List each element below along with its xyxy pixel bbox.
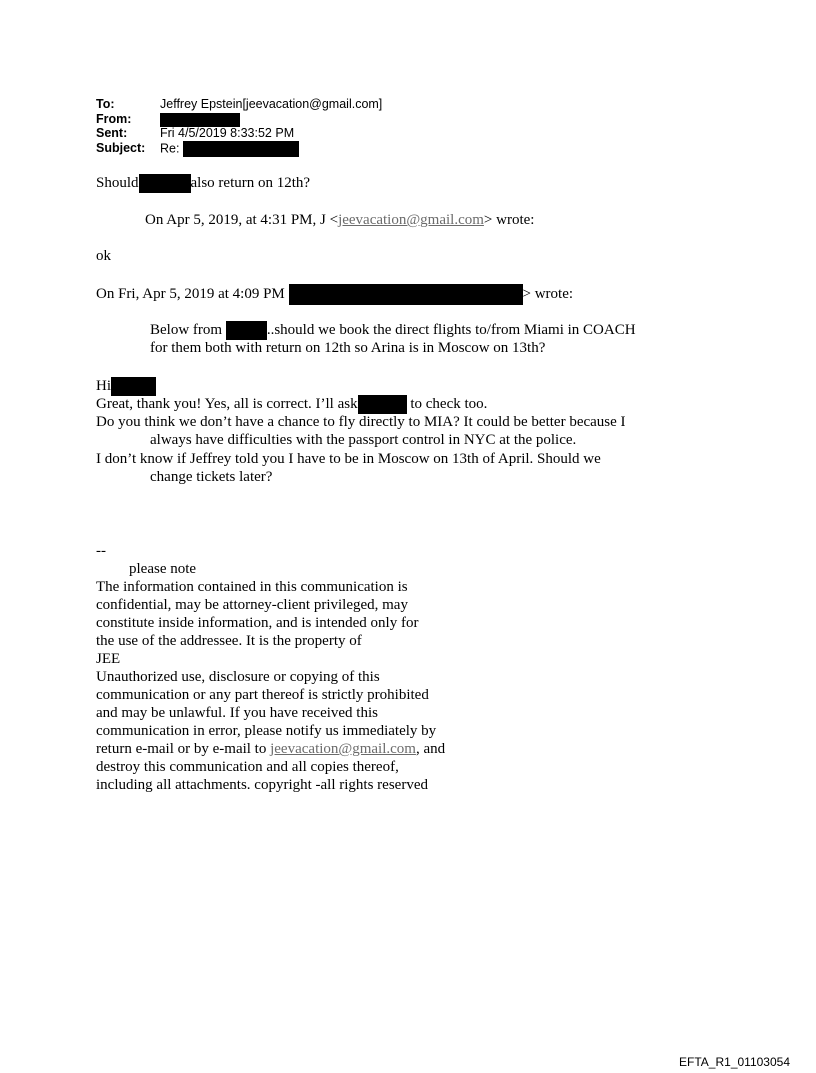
quote-header-1 [145,211,534,229]
subject-label: Subject: [96,141,146,155]
disclaimer-line: communication in error, please notify us immediately by [96,723,437,739]
disclaimer-line: and may be unlawful. If you have received this [96,705,378,721]
return-text-b: , and [415,741,446,757]
disclaimer-line: constitute inside information, and is intended only for [96,615,419,631]
disclaimer-line: Unauthorized use, disclosure or copying of this [96,669,380,685]
idont-line-2: change tickets later? [150,469,273,485]
name-redaction-2 [226,321,267,340]
sent-label: Sent: [96,126,128,140]
from-redaction [160,112,240,127]
document-id: EFTA_R1_01103054 [679,1055,790,1069]
idont-line-1: I don’t know if Jeffrey told you I have to be in Moscow on 13th of April. Should we [96,451,601,467]
disclaimer-line: confidential, may be attorney-client privileged, may [96,597,408,613]
below-line-2: for them both with return on 12th so Arina is in Moscow on 13th? [150,340,546,356]
to-label: To: [96,97,115,111]
quote1-text-a: On Apr 5, 2019, at 4:31 PM, J < [145,212,339,228]
below-text-a: Below from [150,322,223,338]
subject-value [160,141,299,157]
message-line-1 [96,174,310,193]
disclaimer-line: the use of the addressee. It is the property of [96,633,362,649]
signature-dashes: -- [96,543,106,559]
great-text-b: to check too. [410,396,488,412]
quote2-text-a: On Fri, Apr 5, 2019 at 4:09 PM [96,285,285,302]
below-text-b: ..should we book the direct flights to/from Miami in COACH [266,322,636,338]
great-text-a: Great, thank you! Yes, all is correct. I’ll ask [96,396,358,412]
hi-line [96,377,156,396]
disclaimer-line: communication or any part thereof is strictly prohibited [96,687,429,703]
please-note: please note [129,561,197,577]
name-redaction-3 [111,377,156,396]
disclaimer-line: destroy this communication and all copies thereof, [96,759,399,775]
disclaimer-line: JEE [96,651,121,667]
from-label: From: [96,112,132,126]
name-redaction-1 [139,174,191,193]
line1-text-b: also return on 12th? [190,175,311,191]
doyou-line-1: Do you think we don’t have a chance to fly directly to MIA? It could be better because I [96,414,626,430]
disclaimer-line: including all attachments. copyright -all rights reserved [96,777,428,793]
disclaimer-block [96,578,445,794]
to-value: Jeffrey Epstein[jeevacation@gmail.com] [160,97,383,111]
quote1-text-b: > wrote: [483,212,535,228]
subject-redaction [183,141,299,157]
sent-value: Fri 4/5/2019 8:33:52 PM [160,126,295,140]
return-text-a: return e-mail or by e-mail to [96,741,271,757]
disclaimer-return-line [96,740,445,758]
line1-text-a: Should [96,175,139,191]
quote-header-2 [96,284,573,305]
subject-prefix: Re: [160,141,180,156]
disclaimer-line: The information contained in this communication is [96,579,408,595]
disclaimer-email-link[interactable]: jeevacation@gmail.com [270,741,416,757]
ok-line: ok [96,248,111,264]
sender-redaction [289,284,523,305]
name-redaction-4 [358,395,407,414]
quote2-text-b: > wrote: [522,285,574,302]
below-line-1 [150,321,636,340]
quote1-email-link[interactable]: jeevacation@gmail.com [338,212,484,228]
doyou-line-2: always have difficulties with the passport control in NYC at the police. [150,432,577,448]
hi-text: Hi [96,378,111,394]
great-line [96,395,487,414]
